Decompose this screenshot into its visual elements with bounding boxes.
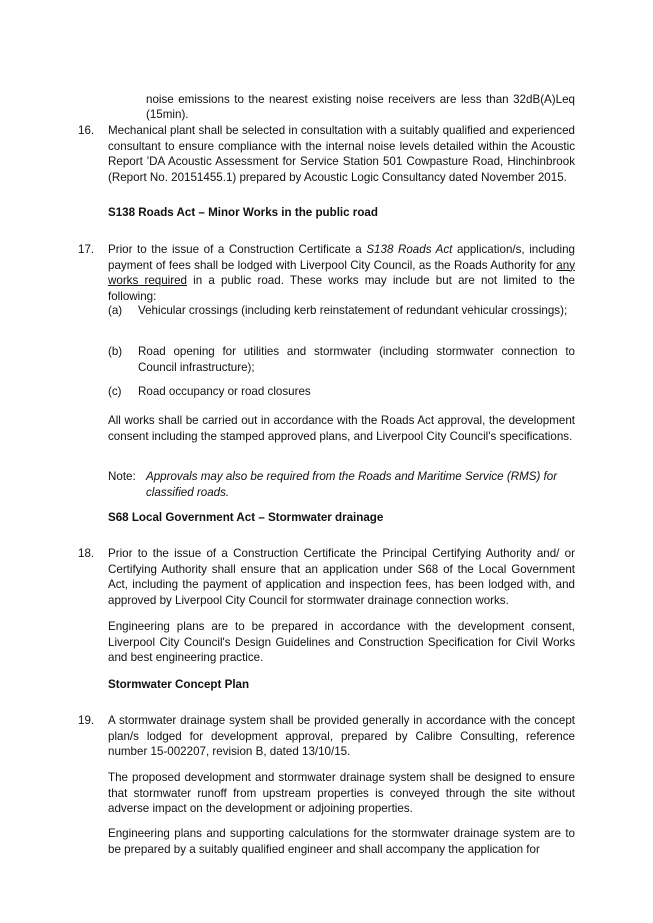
heading-s68-local-government-act: S68 Local Government Act – Stormwater drainage	[108, 511, 384, 524]
item-a-letter: (a)	[108, 304, 123, 317]
condition-16-number: 16.	[78, 124, 95, 137]
condition-17-after-text: All works shall be carried out in accordance with the Roads Act approval, the development consent including the stamped approved plans, and Liverpool City Council's specifications.	[108, 414, 575, 443]
condition-16-text: Mechanical plant shall be selected in consultation with a suitably qualified and experienced consultant to ensure compliance with the internal noise levels detailed within the Acoustic Report 'DA Acoustic Assessment for Service Station 501 Cowpasture Road, Hinchinbrook (Report No. 20151455.1) prepared by Acoustic Logic Consultancy dated November 2015.	[108, 124, 575, 184]
roads-act-italic: S138 Roads Act	[366, 243, 453, 256]
item-c-text: Road occupancy or road closures	[138, 385, 311, 398]
item-b-text: Road opening for utilities and stormwater (including stormwater connection to Council infrastructure);	[138, 345, 575, 374]
item-b-letter: (b)	[108, 345, 123, 358]
condition-18-paragraph-1: Prior to the issue of a Construction Certificate the Principal Certifying Authority and/ or Certifying Authority shall ensure that an application under S68 of the Local Government Act, including the payment of application and inspection fees, has been lodged with, and approved by Liverpool City Council for stormwater drainage connection works.	[108, 547, 575, 607]
any-works-required-underlined: any works required	[108, 258, 575, 287]
note-text: Approvals may also be required from the Roads and Maritime Service (RMS) for classified roads.	[146, 470, 558, 499]
note-label: Note:	[108, 470, 136, 483]
condition-18-paragraph-2: Engineering plans are to be prepared in accordance with the development consent, Liverpool City Council's Design Guidelines and Construction Specification for Civil Works and best engineering practice.	[108, 620, 575, 664]
continued-paragraph: noise emissions to the nearest existing noise receivers are less than 32dB(A)Leq (15min).	[146, 92, 575, 122]
item-a-text: Vehicular crossings (including kerb reinstatement of redundant vehicular crossings);	[138, 304, 568, 317]
condition-17-number: 17.	[78, 243, 95, 256]
heading-s138-roads-act: S138 Roads Act – Minor Works in the public road	[108, 206, 378, 219]
condition-19-paragraph-2: The proposed development and stormwater drainage system shall be designed to ensure that stormwater runoff from upstream properties is conveyed through the site without adverse impact on the development or adjoining properties.	[108, 771, 575, 815]
item-c-letter: (c)	[108, 385, 122, 398]
condition-19-paragraph-3: Engineering plans and supporting calculations for the stormwater drainage system are to be prepared by a suitably qualified engineer and shall accompany the application for	[108, 827, 575, 856]
heading-stormwater-concept-plan: Stormwater Concept Plan	[108, 678, 250, 691]
condition-19-paragraph-1: A stormwater drainage system shall be provided generally in accordance with the concept plan/s lodged for development approval, prepared by Calibre Consulting, reference number 15-002207, revision B, dated 13/10/15.	[108, 714, 575, 758]
condition-18-number: 18.	[78, 547, 95, 560]
condition-17-text: Prior to the issue of a Construction Certificate a S138 Roads Act application/s, including payment of fees shall be lodged with Liverpool City Council, as the Roads Authority for any works required in a public road. These works may include but are not limited to the following:	[108, 243, 575, 303]
condition-19-number: 19.	[78, 714, 95, 727]
